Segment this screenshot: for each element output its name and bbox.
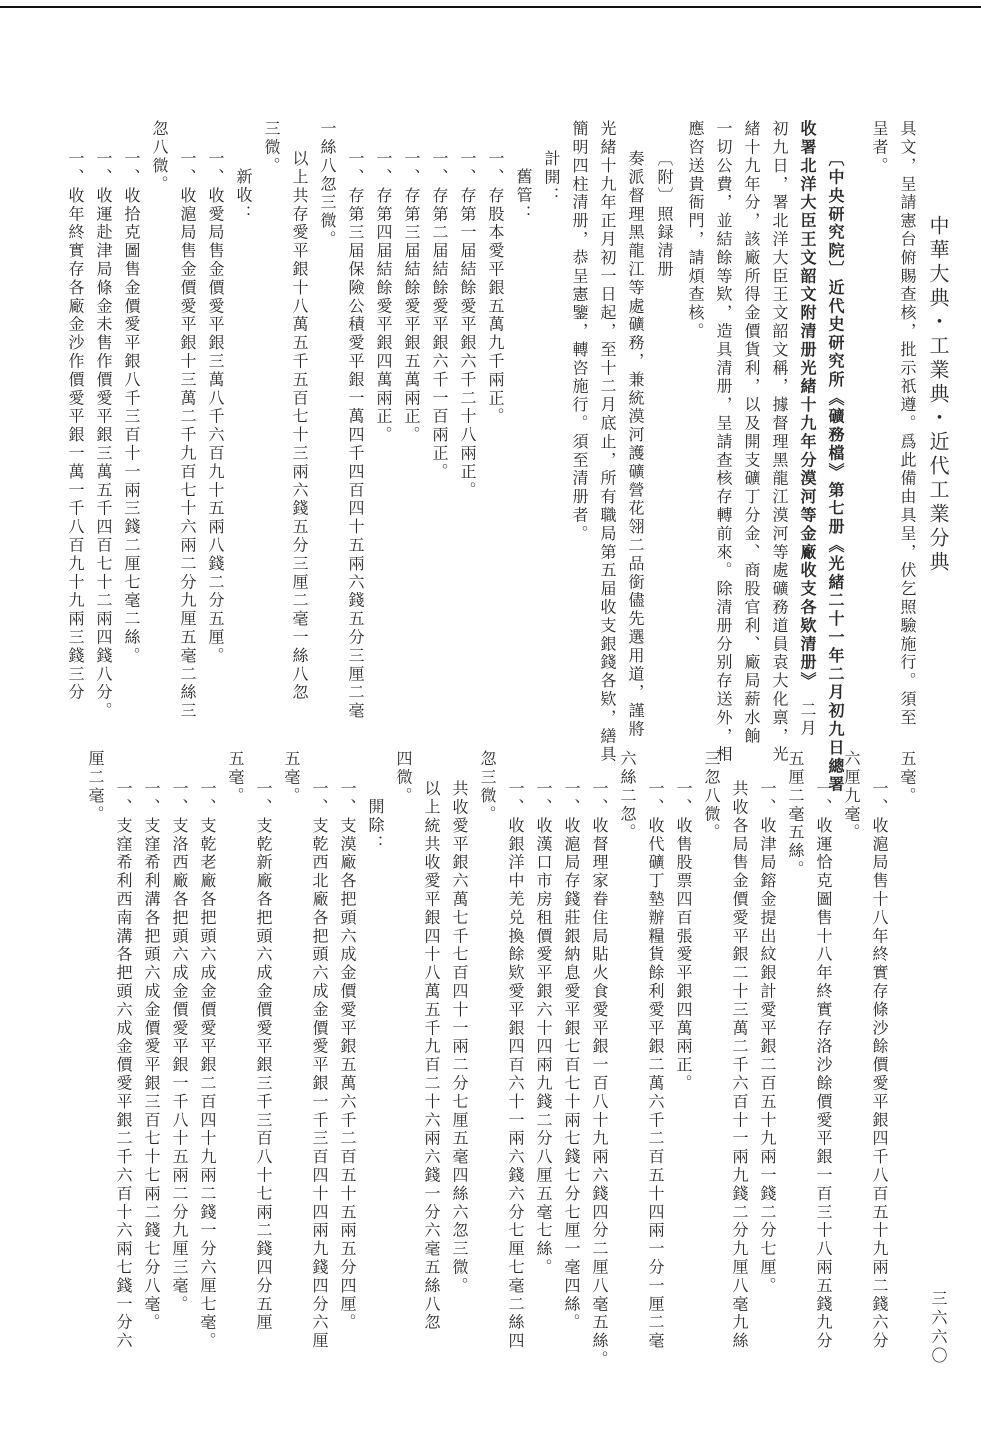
text-column bbox=[305, 780, 333, 1350]
text-column bbox=[89, 150, 117, 720]
text-column bbox=[893, 750, 921, 805]
text-column bbox=[193, 780, 221, 1350]
column-text: 奏派督理黑龍江等處礦務，兼統漠河護礦營花翎二品銜儘先選用道，謹將 bbox=[626, 150, 645, 739]
column-text: 一、支乾老廠各把頭六成金價愛平銀二百四十九兩二錢一分六厘七毫。 bbox=[198, 780, 217, 1351]
text-column bbox=[501, 780, 529, 1350]
top-rule bbox=[0, 6, 981, 8]
text-column bbox=[109, 780, 137, 1350]
text-column bbox=[709, 120, 737, 764]
text-column bbox=[249, 780, 277, 1332]
column-text: 應咨送貴衙門，請煩查核。 bbox=[686, 120, 705, 341]
column-text: 一、收津局鎔金提出紋銀計愛平銀二百五十九兩一錢二分七厘。 bbox=[758, 780, 777, 1296]
column-text: 共收愛平銀六萬七千七百四十一兩二分七厘五毫四絲六忽三微。 bbox=[450, 780, 469, 1296]
column-text: 〔中央研究院〕近代史研究所《礦務檔》第七册《光緒二十一年二月初九日總署 bbox=[826, 150, 845, 794]
text-column bbox=[737, 120, 765, 746]
text-column bbox=[809, 780, 837, 1350]
column-text: 新收： bbox=[234, 168, 253, 224]
text-column bbox=[613, 750, 641, 842]
text-column bbox=[681, 120, 709, 341]
text-column bbox=[277, 750, 305, 805]
column-text: 一、支漠廠各把頭六成金價愛平銀五萬六千二百五十五兩五分四厘。 bbox=[338, 780, 357, 1332]
text-column bbox=[650, 150, 678, 279]
column-text: 一、支窪希利溝各把頭六成金價愛平銀三百七十七兩二錢七分八毫。 bbox=[142, 780, 161, 1332]
text-column bbox=[313, 120, 341, 249]
column-text: 一、存第一届結餘愛平銀六千二十八兩正。 bbox=[458, 150, 477, 500]
text-column bbox=[285, 150, 313, 702]
text-column bbox=[145, 120, 173, 194]
text-column bbox=[509, 168, 537, 223]
column-text: 一、存第四届結餘愛平銀四萬兩正。 bbox=[374, 150, 393, 445]
text-column bbox=[725, 780, 753, 1350]
text-column bbox=[445, 780, 473, 1295]
column-text: 忽三微。 bbox=[478, 750, 497, 824]
text-column bbox=[641, 780, 669, 1350]
column-text: 厘二毫。 bbox=[86, 750, 105, 824]
column-text: 一、存股本愛平銀五萬九千兩正。 bbox=[486, 150, 505, 426]
text-column bbox=[481, 150, 509, 426]
column-text: 以上共存愛平銀十八萬五千五百七十三兩六錢五分三厘二毫一絲八忽 bbox=[290, 150, 309, 702]
column-text: 緒十九年分，該廠所得金價貨利，以及開支礦丁分金、商股官利、廠局薪水餉 bbox=[742, 120, 761, 746]
column-text: 以上統共收愛平銀四十八萬五千九百二十六兩六錢一分六毫五絲八忽 bbox=[422, 780, 441, 1332]
text-column bbox=[837, 750, 865, 842]
text-column bbox=[453, 150, 481, 500]
text-column bbox=[865, 780, 893, 1350]
text-column bbox=[201, 150, 229, 665]
text-column bbox=[257, 120, 285, 175]
text-column bbox=[425, 150, 453, 481]
column-text: 一、收滬局售金價愛平銀十三萬二千九百七十六兩二分九厘五毫二絲三 bbox=[178, 150, 197, 721]
column-text: 三忽八微。 bbox=[702, 750, 721, 842]
text-column bbox=[137, 780, 165, 1332]
text-column bbox=[397, 150, 425, 444]
column-text: 初九日，署北洋大臣王文韶文稱，據督理黑龍江漠河等處礦務道員袁大化禀，光 bbox=[770, 120, 789, 764]
text-column bbox=[669, 780, 697, 1093]
column-text: 一、收愛局售金價愛平銀三萬八千六百九十五兩八錢二分五厘。 bbox=[206, 150, 225, 666]
running-title: 中華大典・工業典・近代工業分典 bbox=[926, 215, 950, 575]
text-column bbox=[473, 750, 501, 824]
column-text: 一、收代礦丁墊辦糧貨餘利愛平銀二萬六千二百五十四兩一分一厘二毫 bbox=[646, 780, 665, 1351]
text-column bbox=[221, 750, 249, 805]
column-text: 忽八微。 bbox=[150, 120, 169, 194]
text-column bbox=[389, 750, 417, 805]
text-column bbox=[537, 150, 565, 205]
column-text: 一、支乾西北廠各把頭六成金價愛平銀一千三百四十四兩九錢四分六厘 bbox=[310, 780, 329, 1351]
text-column bbox=[821, 150, 849, 794]
column-text: 五厘二毫五絲。 bbox=[786, 750, 805, 879]
text-column bbox=[585, 780, 613, 1369]
column-text: 一、收運恰克圖售十八年終實存洛沙餘價愛平銀一百三十八兩五錢九分 bbox=[814, 780, 833, 1351]
text-column bbox=[173, 150, 201, 720]
column-text: 收署北洋大臣王文韶文附清册光緒十九年分漠河等金廠收支各欵清册》 bbox=[798, 120, 817, 683]
text-column bbox=[893, 120, 921, 727]
column-text: 一、存第三届結餘愛平銀五萬兩正。 bbox=[402, 150, 421, 445]
column-text: 呈者。 bbox=[870, 120, 889, 176]
text-column bbox=[81, 750, 109, 824]
text-column bbox=[369, 150, 397, 444]
column-text: 一、收拾克圖售金價愛平銀八千三百十一兩三錢二厘七毫二絲。 bbox=[122, 150, 141, 666]
text-column bbox=[165, 780, 193, 1314]
column-text: 開除： bbox=[366, 798, 385, 854]
text-column bbox=[229, 168, 257, 223]
text-column bbox=[333, 780, 361, 1332]
column-text: 計開： bbox=[542, 150, 561, 206]
column-text: 四微。 bbox=[394, 750, 413, 806]
text-column bbox=[793, 120, 821, 738]
column-text: 三微。 bbox=[262, 120, 281, 176]
column-text: 一絲八忽三微。 bbox=[318, 120, 337, 249]
column-text: 一、收年終實存各廠金沙作價愛平銀一萬一千八百九十九兩三錢三分 bbox=[66, 150, 85, 702]
column-text: 一、支乾新廠各把頭六成金價愛平銀三千三百八十七兩二錢四分五厘 bbox=[254, 780, 273, 1332]
column-text: 五毫。 bbox=[282, 750, 301, 806]
text-column bbox=[117, 150, 145, 665]
column-text: 一、收銀洋中羌兑換餘欵愛平銀四百六十一兩六錢六分七厘七毫二絲四 bbox=[506, 780, 525, 1351]
column-text: 光緒十九年正月初一日起，至十二月底止，所有職局第五届收支銀錢各欵，繕具 bbox=[598, 120, 617, 764]
text-column bbox=[341, 150, 369, 720]
text-column bbox=[865, 120, 893, 175]
column-text: 五毫。 bbox=[226, 750, 245, 806]
column-text: 一、支洛西廠各把頭六成金價愛平銀一千八十五兩二分九厘三毫。 bbox=[170, 780, 189, 1314]
column-text: 一、存第三届保險公積愛平銀一萬四千四百四十五兩六錢五分三厘二毫 bbox=[346, 150, 365, 721]
column-text: 六絲二忽。 bbox=[618, 750, 637, 842]
column-text: 具文，呈請憲台俯賜查核，批示祇遵。爲此備由具呈，伏乞照驗施行。須至 bbox=[898, 120, 917, 728]
column-text: 簡明四柱清册，恭呈憲鑒，轉咨施行。須至清册者。 bbox=[570, 120, 589, 544]
column-text: 六厘九毫。 bbox=[842, 750, 861, 842]
column-text: 一、收滬局存錢莊銀納息愛平銀七百七十兩七錢七分七厘一毫四絲。 bbox=[562, 780, 581, 1332]
text-column bbox=[529, 780, 557, 1277]
text-column bbox=[753, 780, 781, 1295]
column-text: 五毫。 bbox=[898, 750, 917, 806]
text-column bbox=[417, 780, 445, 1332]
text-column bbox=[765, 120, 793, 764]
text-column bbox=[61, 150, 89, 702]
text-column bbox=[565, 120, 593, 543]
column-text: 一、收滬局售十八年終實存條沙餘價愛平銀四千八百五十九兩二錢六分 bbox=[870, 780, 889, 1351]
text-column bbox=[593, 120, 621, 764]
text-column bbox=[697, 750, 725, 842]
column-text: 〔附〕照録清册 bbox=[655, 150, 674, 279]
column-text: 一、收運赴津局條金未售作價愛平銀三萬五千四百七十二兩四錢八分。 bbox=[94, 150, 113, 721]
text-column bbox=[781, 750, 809, 879]
text-column bbox=[621, 150, 649, 739]
column-suffix: 二月 bbox=[798, 682, 817, 738]
column-text: 共收各局售金價愛平銀二十三萬二千六百十一兩九錢二分九厘八毫九絲 bbox=[730, 780, 749, 1351]
column-text: 一、支窪希利西南溝各把頭六成金價愛平銀二千六百十六兩七錢一分六 bbox=[114, 780, 133, 1351]
column-text: 一、收漢口市房租價愛平銀六十四兩九錢二分八厘五毫七絲。 bbox=[534, 780, 553, 1277]
column-text: 一、收督理家眷住局貼火食愛平銀一百八十九兩六錢四分二厘八毫五絲。 bbox=[590, 780, 609, 1369]
column-text: 一、收售股票四百張愛平銀四萬兩正。 bbox=[674, 780, 693, 1093]
text-column bbox=[557, 780, 585, 1332]
page-number: 三六六〇 bbox=[929, 1290, 948, 1366]
text-column bbox=[361, 798, 389, 853]
column-text: 一、存第二届結餘愛平銀六千一百兩正。 bbox=[430, 150, 449, 482]
column-text: 一切公費，並結餘等欵，造具清册，呈請查核存轉前來。除清册分别存送外，相 bbox=[714, 120, 733, 764]
column-text: 舊管： bbox=[514, 168, 533, 224]
